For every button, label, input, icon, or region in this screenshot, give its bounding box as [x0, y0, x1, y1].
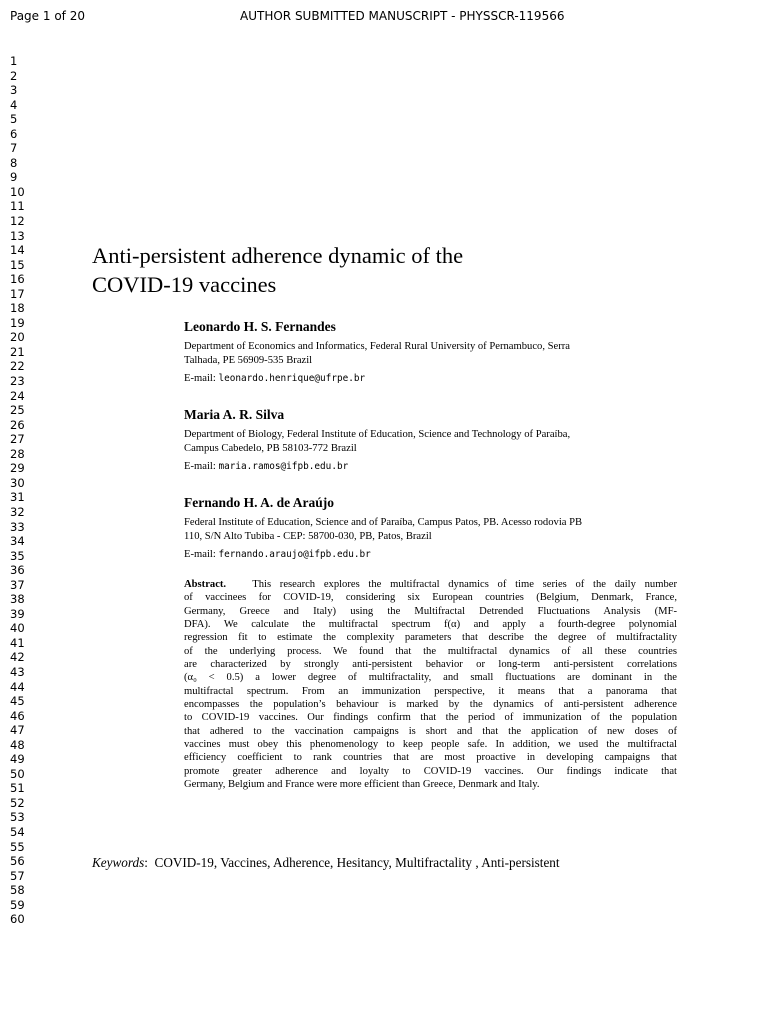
affiliation-line: Talhada, PE 56909-535 Brazil — [184, 354, 313, 366]
line-number: 20 — [10, 330, 25, 345]
abstract-line: to COVID-19 vaccines. Our findings confirm that the period of immunization of the population — [184, 712, 677, 724]
line-number: 26 — [10, 417, 25, 432]
line-number: 7 — [10, 141, 18, 156]
line-number: 43 — [10, 664, 25, 679]
line-number: 34 — [10, 534, 25, 549]
line-number: 28 — [10, 446, 25, 461]
abstract-line: regression fit to estimate the complexity parameters that describe the degree of multifractality — [184, 632, 677, 644]
line-number: 40 — [10, 621, 25, 636]
line-number: 49 — [10, 752, 25, 767]
line-number: 8 — [10, 155, 18, 170]
line-number: 18 — [10, 301, 25, 316]
line-number: 41 — [10, 635, 25, 650]
abstract-line — [184, 578, 677, 591]
line-number: 15 — [10, 257, 25, 272]
author-block — [184, 494, 679, 562]
line-number: 1 — [10, 54, 18, 68]
abstract-line: promote greater adherence and loyalty to COVID-19 vaccines. Our findings indicate that — [184, 765, 677, 777]
title-line: Anti-persistent adherence dynamic of the — [92, 243, 464, 268]
line-number: 4 — [10, 97, 18, 112]
page-indicator: Page 1 of 20 — [10, 9, 85, 23]
author-email-row — [184, 548, 679, 562]
affiliation-line: Federal Institute of Education, Science and of Paraíba, Campus Patos, PB. Acesso rodovia PB — [184, 517, 583, 528]
line-number: 21 — [10, 344, 25, 359]
line-number: 57 — [10, 868, 25, 883]
line-number: 16 — [10, 272, 25, 287]
line-number: 17 — [10, 286, 25, 301]
abstract-line: encompasses the population’s behaviour is marked by the dynamics of anti-persistent adherence — [184, 699, 677, 711]
abstract-label: Abstract. — [184, 579, 227, 590]
abstract-line: multifractal spectrum. From an immunization perspective, it means that a panorama that — [184, 685, 677, 697]
line-number: 10 — [10, 184, 25, 199]
author-name: Fernando H. A. de Araújo — [184, 495, 335, 510]
line-number: 5 — [10, 112, 18, 127]
abstract-line: efficiency coefficient to rank countries that are most proactive in developing campaigns that — [184, 752, 677, 764]
email-label: E-mail: — [184, 373, 216, 384]
line-number: 52 — [10, 795, 25, 810]
line-number: 19 — [10, 315, 25, 330]
line-number: 31 — [10, 490, 25, 505]
affiliation-line: Department of Economics and Informatics, Federal Rural University of Pernambuco, Serra — [184, 341, 570, 352]
author-affiliation — [184, 428, 679, 455]
author-email-link[interactable]: fernando.araujo@ifpb.edu.br — [218, 549, 371, 560]
title-line: COVID-19 vaccines — [92, 272, 277, 297]
line-number: 35 — [10, 548, 25, 563]
line-number: 60 — [10, 912, 25, 927]
line-number: 12 — [10, 214, 25, 229]
abstract-line: Germany, Greece and Italy) using the Multifractal Detrended Fluctuations Analysis (MF- — [184, 605, 677, 617]
line-number: 37 — [10, 577, 25, 592]
author-block — [184, 318, 679, 386]
abstract-line: of vaccinees for COVID-19, considering six European countries (Belgium, Denmark, France, — [184, 592, 677, 604]
line-number: 54 — [10, 824, 25, 839]
keywords: Keywords: COVID-19, Vaccines, Adherence, Hesitancy, Multifractality , Anti-persistent — [92, 855, 560, 870]
line-number: 45 — [10, 694, 25, 709]
author-name: Maria A. R. Silva — [184, 407, 285, 422]
keywords-text: COVID-19, Vaccines, Adherence, Hesitancy, Multifractality , Anti-persistent — [154, 855, 560, 870]
abstract-line: are characterized by strongly anti-persistent behavior or long-term anti-persistent correlations — [184, 659, 677, 671]
manuscript-header: AUTHOR SUBMITTED MANUSCRIPT - PHYSSCR-119566 — [240, 9, 565, 23]
abstract-line: DFA). We calculate the multifractal spectrum f(α) and apply a fourth-degree polynomial — [184, 619, 677, 631]
email-label: E-mail: — [184, 549, 216, 560]
line-number: 2 — [10, 68, 18, 83]
line-number: 46 — [10, 708, 25, 723]
line-number: 50 — [10, 766, 25, 781]
line-number: 42 — [10, 650, 25, 665]
author-email-row — [184, 372, 679, 386]
line-number: 59 — [10, 897, 25, 912]
line-number: 51 — [10, 781, 25, 796]
line-number: 30 — [10, 475, 25, 490]
author-name: Leonardo H. S. Fernandes — [184, 319, 336, 334]
author-email-link[interactable]: maria.ramos@ifpb.edu.br — [218, 461, 349, 472]
line-number: 58 — [10, 883, 25, 898]
abstract-line: vaccines must obey this phenomenology to keep people safe. In addition, we used the multifractal — [184, 739, 677, 751]
line-number: 36 — [10, 563, 25, 578]
line-number: 6 — [10, 126, 18, 141]
line-number: 33 — [10, 519, 25, 534]
email-label: E-mail: — [184, 461, 216, 472]
line-number: 13 — [10, 228, 25, 243]
author-email-row — [184, 460, 679, 474]
abstract-line: of the underlying process. We found that the multifractal dynamics of all these countries — [184, 645, 677, 657]
line-number-column — [10, 54, 25, 927]
line-number: 24 — [10, 388, 25, 403]
line-number: 38 — [10, 592, 25, 607]
affiliation-line: Campus Cabedelo, PB 58103-772 Brazil — [184, 442, 357, 454]
line-number: 9 — [10, 170, 18, 185]
author-email-link[interactable]: leonardo.henrique@ufrpe.br — [218, 373, 366, 384]
line-number: 27 — [10, 432, 25, 447]
abstract — [184, 578, 677, 792]
keywords-label: Keywords — [92, 855, 145, 870]
line-number: 14 — [10, 243, 25, 258]
line-number: 25 — [10, 403, 25, 418]
abstract-line: Germany, Belgium and France were more efficient than Greece, Denmark and Italy. — [184, 779, 540, 791]
affiliation-line: Department of Biology, Federal Institute of Education, Science and Technology of Paraíba, — [184, 429, 571, 440]
line-number: 23 — [10, 374, 25, 389]
line-number: 22 — [10, 359, 25, 374]
line-number: 39 — [10, 606, 25, 621]
line-number: 53 — [10, 810, 25, 825]
affiliation-line: 110, S/N Alto Tubiba - CEP: 58700-030, PB, Patos, Brazil — [184, 530, 432, 542]
line-number: 47 — [10, 723, 25, 738]
author-affiliation — [184, 516, 679, 543]
line-number: 56 — [10, 854, 25, 869]
abstract-first-line: This research explores the multifractal dynamics of time series of the daily number — [252, 579, 677, 590]
line-number: 44 — [10, 679, 25, 694]
line-number: 48 — [10, 737, 25, 752]
abstract-line: that adhered to the vaccination campaigns is short and that the application of new doses of — [184, 725, 677, 737]
line-number: 11 — [10, 199, 25, 214]
line-number: 55 — [10, 839, 25, 854]
line-number: 32 — [10, 504, 25, 519]
abstract-line: (α₀ < 0.5) a lower degree of multifractality, and small fluctuations are dominant in the — [184, 672, 677, 684]
line-number: 3 — [10, 83, 18, 98]
author-block — [184, 406, 679, 474]
paper-title — [92, 241, 652, 299]
author-affiliation — [184, 340, 679, 367]
line-number: 29 — [10, 461, 25, 476]
